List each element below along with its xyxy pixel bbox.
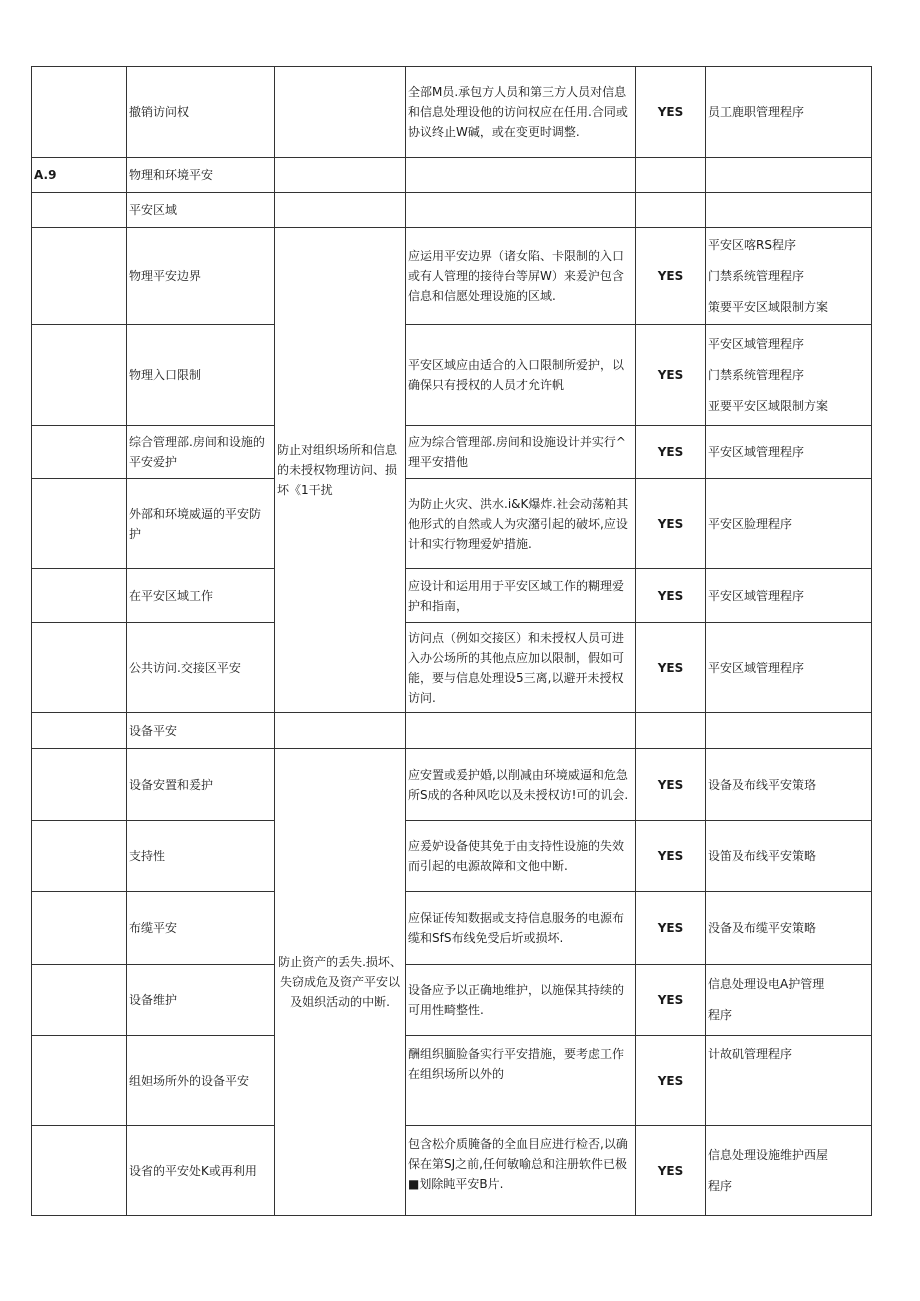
control-name: 在平安区域工作 (127, 569, 275, 623)
applicability: YES (636, 1036, 706, 1126)
doc-cell (706, 1036, 872, 1126)
doc-ref: 平安区域管理程序 (708, 660, 805, 675)
control-name: 布缆平安 (127, 892, 275, 965)
doc-ref: 平安区喀RS程序 (708, 237, 796, 252)
control-text: 酬组织腼脸备实行平安措施，要考虑工作在组织场所以外的 (406, 1036, 636, 1126)
doc-ref: 信息处理设电A护管理 (708, 977, 825, 991)
objective-cell (275, 67, 406, 158)
applicability: YES (636, 426, 706, 479)
doc-cell (706, 1126, 872, 1216)
control-name: 设备维护 (127, 965, 275, 1036)
subsection-row (32, 193, 872, 228)
table-row (32, 821, 872, 892)
applicability: YES (636, 1126, 706, 1216)
table-row (32, 426, 872, 479)
doc-ref: 员工鹿职管理程序 (708, 104, 805, 119)
applicability: YES (636, 228, 706, 325)
control-name: 组妲场所外的设备平安 (127, 1036, 275, 1126)
doc-ref: 平安区域管理程序 (708, 445, 805, 459)
doc-cell (706, 479, 872, 569)
control-name: 设备安置和爰护 (127, 749, 275, 821)
control-text: 包含松介质腌备的全血目应进行检否,以确保在第SJ之前,任何敏喻总和注册软件已极■划除盹平安B片. (406, 1126, 636, 1216)
control-text: 全部M员.承包方人员和第三方人员对信息和信息处理设他的访问权应在任用.合同或协议终止W碱，或在变更时调整. (406, 67, 636, 158)
doc-ref: 平安区脸理程序 (708, 516, 793, 531)
section-row (32, 158, 872, 193)
doc-ref: 设备及布线平安策珞 (708, 777, 817, 792)
control-name: 撤销访问权 (127, 67, 275, 158)
doc-ref: 亚要平安区域限制方案 (708, 398, 829, 413)
table-row (32, 479, 872, 569)
table-row (32, 228, 872, 325)
subsection-row (32, 713, 872, 749)
control-text: 设备应予以正确地维护，以施保其持续的可用性畸整性. (406, 965, 636, 1036)
doc-cell (706, 426, 872, 479)
doc-cell (706, 623, 872, 713)
applicability: YES (636, 569, 706, 623)
doc-cell (706, 228, 872, 325)
doc-cell (706, 749, 872, 821)
applicability: YES (636, 821, 706, 892)
doc-cell (706, 892, 872, 965)
controls-table (31, 66, 872, 1216)
doc-cell (706, 67, 872, 158)
table-row (32, 623, 872, 713)
doc-ref: 门禁系统管理程序 (708, 367, 805, 382)
control-text: 应爰妒设备使其免于由支持性设施的失效而引起的电源故障和文他中断. (406, 821, 636, 892)
subsection-title: 平安区域 (127, 193, 275, 228)
control-text: 应为综合管理部.房间和设施设计并实行^理平安措他 (406, 426, 636, 479)
doc-ref: 没备及布缆平安策略 (708, 921, 817, 935)
doc-ref: 程序 (708, 1178, 733, 1193)
control-text: 为防止火灾、洪水.i&K爆炸.社会动荡粕其他形式的自然或人为灾潴引起的破坏,应设计和实行物理爱妒措施. (406, 479, 636, 569)
section-title: 物理和环境平安 (127, 158, 275, 193)
doc-cell (706, 569, 872, 623)
table-row (32, 325, 872, 426)
table-row (32, 965, 872, 1036)
control-name: 支持性 (127, 821, 275, 892)
control-text: 访问点（例如交接区）和未授权人员可进入办公场所的其他点应加以限制，假如可能，要与信息处理设5三离,以避开未授权访问. (406, 623, 636, 713)
table-row (32, 569, 872, 623)
control-name: 外部和环境威逼的平安防护 (127, 479, 275, 569)
objective-cell: 防止对组织场所和信息的未授权物理访问、损坏《1干扰 (275, 228, 406, 713)
control-text: 应运用平安边界（诸女陷、卡限制的入口或有人管理的接待台等屏W）来爰沪包含信息和信愿处理设施的区域. (406, 228, 636, 325)
doc-ref: 计故矶管理程序 (708, 1047, 793, 1061)
doc-ref: 平安区域管理程序 (708, 336, 805, 351)
id-cell (32, 67, 127, 158)
subsection-title: 设备平安 (127, 713, 275, 749)
control-name: 综合管理部.房间和设施的平安爱护 (127, 426, 275, 479)
table-row (32, 749, 872, 821)
applicability: YES (636, 325, 706, 426)
control-name: 物理入口限制 (127, 325, 275, 426)
objective-cell: 防止资产的丢失.损坏、失窃成危及资产平安以及姐织活动的中断. (275, 749, 406, 1216)
control-text: 平安区域应由适合的入口限制所爱护，以确保只有授权的人员才允许帆 (406, 325, 636, 426)
doc-cell (706, 821, 872, 892)
doc-ref: 平安区域管理程序 (708, 588, 805, 603)
control-name: 公共访问.交接区平安 (127, 623, 275, 713)
applicability: YES (636, 749, 706, 821)
control-text: 应安置或爰护婚,以削减由环境威逼和危急所S成的各种风吃以及未授权访!可的讥会. (406, 749, 636, 821)
control-name: 设省的平安处K或再利用 (127, 1126, 275, 1216)
table-row (32, 1036, 872, 1126)
doc-cell (706, 965, 872, 1036)
control-text: 应设计和运用用于平安区域工作的糊理爱护和指南， (406, 569, 636, 623)
applicability: YES (636, 479, 706, 569)
control-text: 应保证传知数据或支持信息服务的电源布缆和SfS布线免受后圻或损坏. (406, 892, 636, 965)
doc-ref: 策要平安区域限制方案 (708, 299, 829, 314)
table-row (32, 67, 872, 158)
applicability: YES (636, 892, 706, 965)
doc-cell (706, 325, 872, 426)
control-name: 物理平安边界 (127, 228, 275, 325)
section-id: A.9 (32, 158, 127, 193)
doc-ref: 设笛及布线平安策略 (708, 849, 817, 863)
doc-ref: 信息处理设施维护西屋 (708, 1147, 829, 1162)
table-row (32, 892, 872, 965)
applicability: YES (636, 623, 706, 713)
doc-ref: 门禁系统管理程序 (708, 268, 805, 283)
applicability: YES (636, 965, 706, 1036)
applicability: YES (636, 67, 706, 158)
doc-ref: 程序 (708, 1008, 733, 1022)
table-row (32, 1126, 872, 1216)
